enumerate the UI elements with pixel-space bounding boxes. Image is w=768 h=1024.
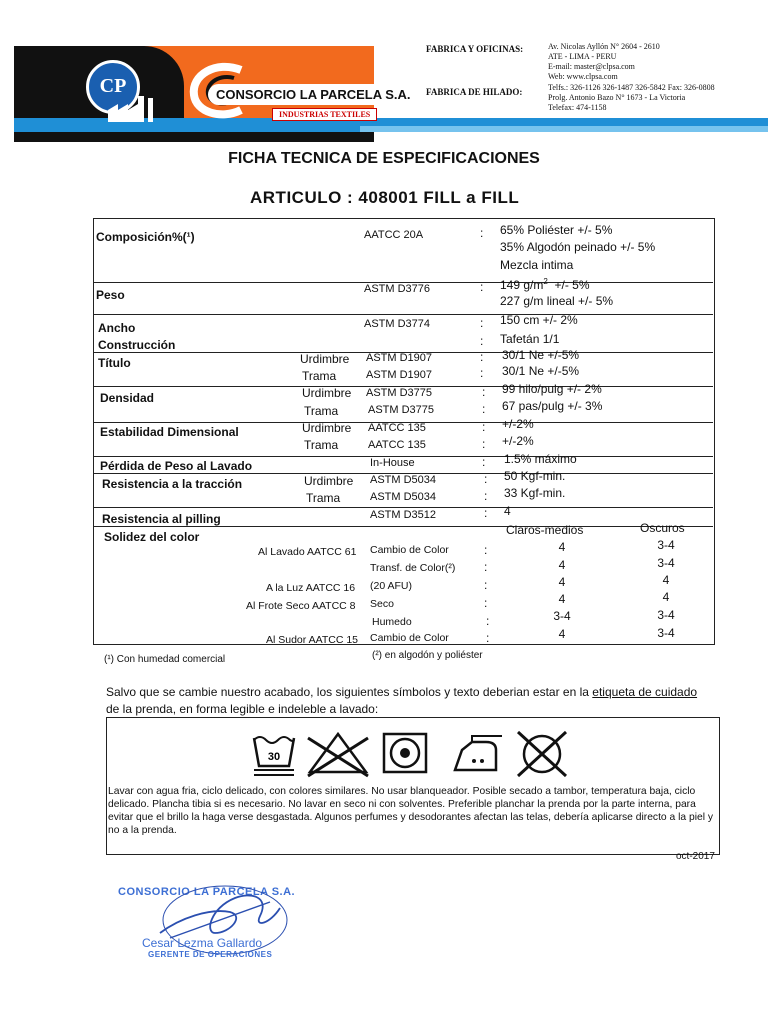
- colon: :: [484, 472, 488, 486]
- solidez-claros: 4: [558, 575, 566, 589]
- care-intro-text: de la prenda, en forma legible e indeleble a lavado:: [106, 702, 379, 716]
- value-composicion: Mezcla intima: [500, 258, 574, 272]
- page-title: FICHA TECNICA DE ESPECIFICACIONES: [228, 150, 540, 167]
- value-titulo-trama: 30/1 Ne +/-5%: [502, 364, 580, 378]
- solidez-detail: Cambio de Color: [370, 632, 449, 644]
- std-traccion-urdimbre: ASTM D5034: [370, 474, 437, 486]
- value-peso-lineal: 227 g/m lineal +/- 5%: [500, 294, 614, 308]
- label-perdida: Pérdida de Peso al Lavado: [100, 459, 253, 473]
- std-densidad-trama: ASTM D3775: [368, 404, 435, 416]
- hilado-info: [548, 83, 715, 113]
- colon: :: [480, 226, 484, 240]
- value-peso: [500, 277, 590, 292]
- colon: :: [486, 614, 490, 628]
- value-estabilidad-trama: +/-2%: [502, 434, 534, 448]
- row-divider: [93, 314, 713, 315]
- colon: :: [486, 631, 490, 645]
- colon: :: [482, 455, 486, 469]
- header-light-blue-stripe: [360, 126, 768, 132]
- colon: :: [482, 385, 486, 399]
- colon: :: [480, 316, 484, 330]
- hilado-line: Telefax: 474-1158: [548, 103, 607, 112]
- solidez-detail: Cambio de Color: [370, 544, 449, 556]
- solidez-oscuros: 3-4: [657, 608, 675, 622]
- row-divider: [93, 507, 713, 508]
- std-estabilidad-urdimbre: AATCC 135: [368, 422, 426, 434]
- value-estabilidad-urdimbre: +/-2%: [502, 417, 534, 431]
- value-pilling: 4: [504, 504, 511, 518]
- article-title: ARTICULO : 408001 FILL a FILL: [250, 188, 520, 207]
- label-pilling: Resistencia al pilling: [102, 512, 221, 526]
- solidez-claros: 3-4: [553, 609, 571, 623]
- fabrica-line: E-mail: master@clpsa.com: [548, 62, 635, 71]
- colon: :: [484, 578, 488, 592]
- label-composicion: Composición%(¹): [96, 230, 195, 244]
- value-ancho: 150 cm +/- 2%: [500, 313, 578, 327]
- stamp-company: CONSORCIO LA PARCELA S.A.: [118, 886, 296, 898]
- colon: :: [484, 560, 488, 574]
- fabrica-line: Av. Nicolas Ayllón N° 2604 - 2610: [548, 42, 660, 51]
- stamp-role: GERENTE DE OPERACIONES: [148, 950, 273, 959]
- value-traccion-trama: 33 Kgf-min.: [504, 486, 566, 500]
- do-not-dry-clean-icon: [518, 732, 566, 776]
- value-peso-sup: 2: [543, 277, 548, 286]
- fabrica-info: [548, 42, 660, 82]
- header-black-bottom: [14, 132, 374, 142]
- hilado-label: FABRICA DE HILADO:: [426, 87, 523, 97]
- care-intro-text: Salvo que se cambie nuestro acabado, los siguientes símbolos y texto deberian estar en la: [106, 685, 589, 699]
- company-name: CONSORCIO LA PARCELA S.A.: [208, 84, 419, 105]
- value-titulo-urdimbre: 30/1 Ne +/-5%: [502, 348, 580, 362]
- sub-urdimbre: Urdimbre: [302, 421, 352, 435]
- logo-letters: CP: [99, 75, 127, 97]
- solidez-claros: 4: [558, 592, 566, 606]
- value-perdida: 1.5% máximo: [504, 452, 577, 466]
- industrias-badge: INDUSTRIAS TEXTILES: [272, 108, 377, 121]
- std-estabilidad-trama: AATCC 135: [368, 439, 426, 451]
- solidez-oscuros: 4: [662, 590, 670, 604]
- value-densidad-urdimbre: 99 hilo/pulg +/- 2%: [502, 382, 602, 396]
- value-densidad-trama: 67 pas/pulg +/- 3%: [502, 399, 603, 413]
- solidez-detail: Seco: [370, 598, 394, 610]
- value-peso-tol: +/- 5%: [547, 278, 590, 292]
- colon: :: [484, 596, 488, 610]
- solidez-test: Al Frote Seco AATCC 8: [246, 600, 356, 612]
- label-traccion: Resistencia a la tracción: [102, 477, 243, 491]
- value-peso-main: 149 g/m: [500, 278, 544, 292]
- label-peso: Peso: [96, 288, 125, 302]
- std-peso: ASTM D3776: [364, 283, 431, 295]
- fabrica-line: Web: www.clpsa.com: [548, 72, 618, 81]
- solidez-test: A la Luz AATCC 16: [266, 582, 356, 594]
- std-densidad-urdimbre: ASTM D3775: [366, 387, 433, 399]
- colon: :: [480, 350, 484, 364]
- fabrica-line: ATE - LIMA - PERU: [548, 52, 617, 61]
- solidez-oscuros: 4: [662, 573, 670, 587]
- do-not-bleach-icon: [308, 734, 368, 776]
- footnote-algodon: (²) en algodón y poliéster: [372, 650, 483, 661]
- solidez-detail: (20 AFU): [370, 580, 413, 592]
- hilado-line: Prolg. Antonio Bazo N° 1673 - La Victoria: [548, 93, 686, 102]
- tumble-dry-low-icon: [384, 734, 426, 772]
- label-titulo: Título: [98, 356, 131, 370]
- col-oscuros: Oscuros: [640, 521, 685, 535]
- solidez-claros: 4: [558, 627, 566, 641]
- row-divider: [93, 526, 713, 527]
- std-titulo-urdimbre: ASTM D1907: [366, 352, 433, 364]
- sub-urdimbre: Urdimbre: [302, 386, 352, 400]
- wash-temp-label: 30: [267, 751, 281, 763]
- care-symbols: [250, 730, 580, 780]
- label-densidad: Densidad: [100, 391, 155, 405]
- iron-low-icon: [455, 736, 502, 770]
- colon: :: [484, 506, 488, 520]
- label-estabilidad: Estabilidad Dimensional: [100, 425, 239, 439]
- col-claros-medios: Claros-medios: [506, 523, 584, 537]
- footnote-humedad: (¹) Con humedad comercial: [104, 654, 226, 665]
- sub-trama: Trama: [302, 369, 337, 383]
- care-label-link: etiqueta de cuidado: [592, 685, 698, 699]
- sub-trama: Trama: [304, 404, 339, 418]
- std-composicion: AATCC 20A: [364, 229, 424, 241]
- sub-trama: Trama: [304, 438, 339, 452]
- solidez-test: Al Sudor AATCC 15: [266, 634, 359, 646]
- stamp-name: Cesar Lezma Gallardo: [142, 936, 263, 950]
- colon: :: [484, 489, 488, 503]
- value-composicion: 35% Algodón peinado +/- 5%: [500, 240, 656, 254]
- hilado-line: Telfs.: 326-1126 326-1487 326-5842 Fax: 326-0808: [548, 83, 715, 92]
- solidez-test: Al Lavado AATCC 61: [258, 546, 357, 558]
- colon: :: [480, 280, 484, 294]
- std-perdida: In-House: [370, 457, 415, 469]
- solidez-oscuros: 3-4: [657, 538, 675, 552]
- colon: :: [482, 402, 486, 416]
- colon: :: [480, 366, 484, 380]
- sub-urdimbre: Urdimbre: [304, 474, 354, 488]
- wash-30-gentle-icon: [254, 737, 294, 775]
- care-intro: [106, 684, 706, 718]
- solidez-detail: Humedo: [372, 616, 412, 628]
- std-titulo-trama: ASTM D1907: [366, 369, 433, 381]
- fabrica-label: FABRICA Y OFICINAS:: [426, 44, 524, 54]
- colon: :: [480, 334, 484, 348]
- colon: :: [484, 543, 488, 557]
- sub-trama: Trama: [306, 491, 341, 505]
- solidez-detail: Transf. de Color(²): [370, 562, 456, 574]
- document-date: oct-2017: [676, 851, 715, 862]
- value-construccion: Tafetán 1/1: [500, 332, 560, 346]
- solidez-oscuros: 3-4: [657, 556, 675, 570]
- sub-urdimbre: Urdimbre: [300, 352, 350, 366]
- value-traccion-urdimbre: 50 Kgf-min.: [504, 469, 566, 483]
- value-composicion: 65% Poliéster +/- 5%: [500, 223, 613, 237]
- solidez-claros: 4: [558, 540, 566, 554]
- factory-icon: [108, 92, 164, 122]
- solidez-oscuros: 3-4: [657, 626, 675, 640]
- colon: :: [482, 420, 486, 434]
- care-instructions: Lavar con agua fria, ciclo delicado, con colores similares. No usar blanqueador. Posible secado a tambor, temperatura baja, ciclo delicado. Plancha tibia si es necesario. No lavar en seco ni con solventes. Preferible planchar la prenda por la parte interna, para evitar que el brillo la haga verse desgastada. Algunos perfumes y desodorantes afectan las telas, debería aplicarse directo a la piel y no a la prenda.: [108, 786, 714, 836]
- std-traccion-trama: ASTM D5034: [370, 491, 437, 503]
- solidez-claros: 4: [558, 558, 566, 572]
- label-construccion: Construcción: [98, 338, 176, 352]
- colon: :: [482, 437, 486, 451]
- label-ancho: Ancho: [98, 321, 136, 335]
- std-ancho: ASTM D3774: [364, 318, 431, 330]
- std-pilling: ASTM D3512: [370, 509, 437, 521]
- label-solidez: Solidez del color: [104, 530, 200, 544]
